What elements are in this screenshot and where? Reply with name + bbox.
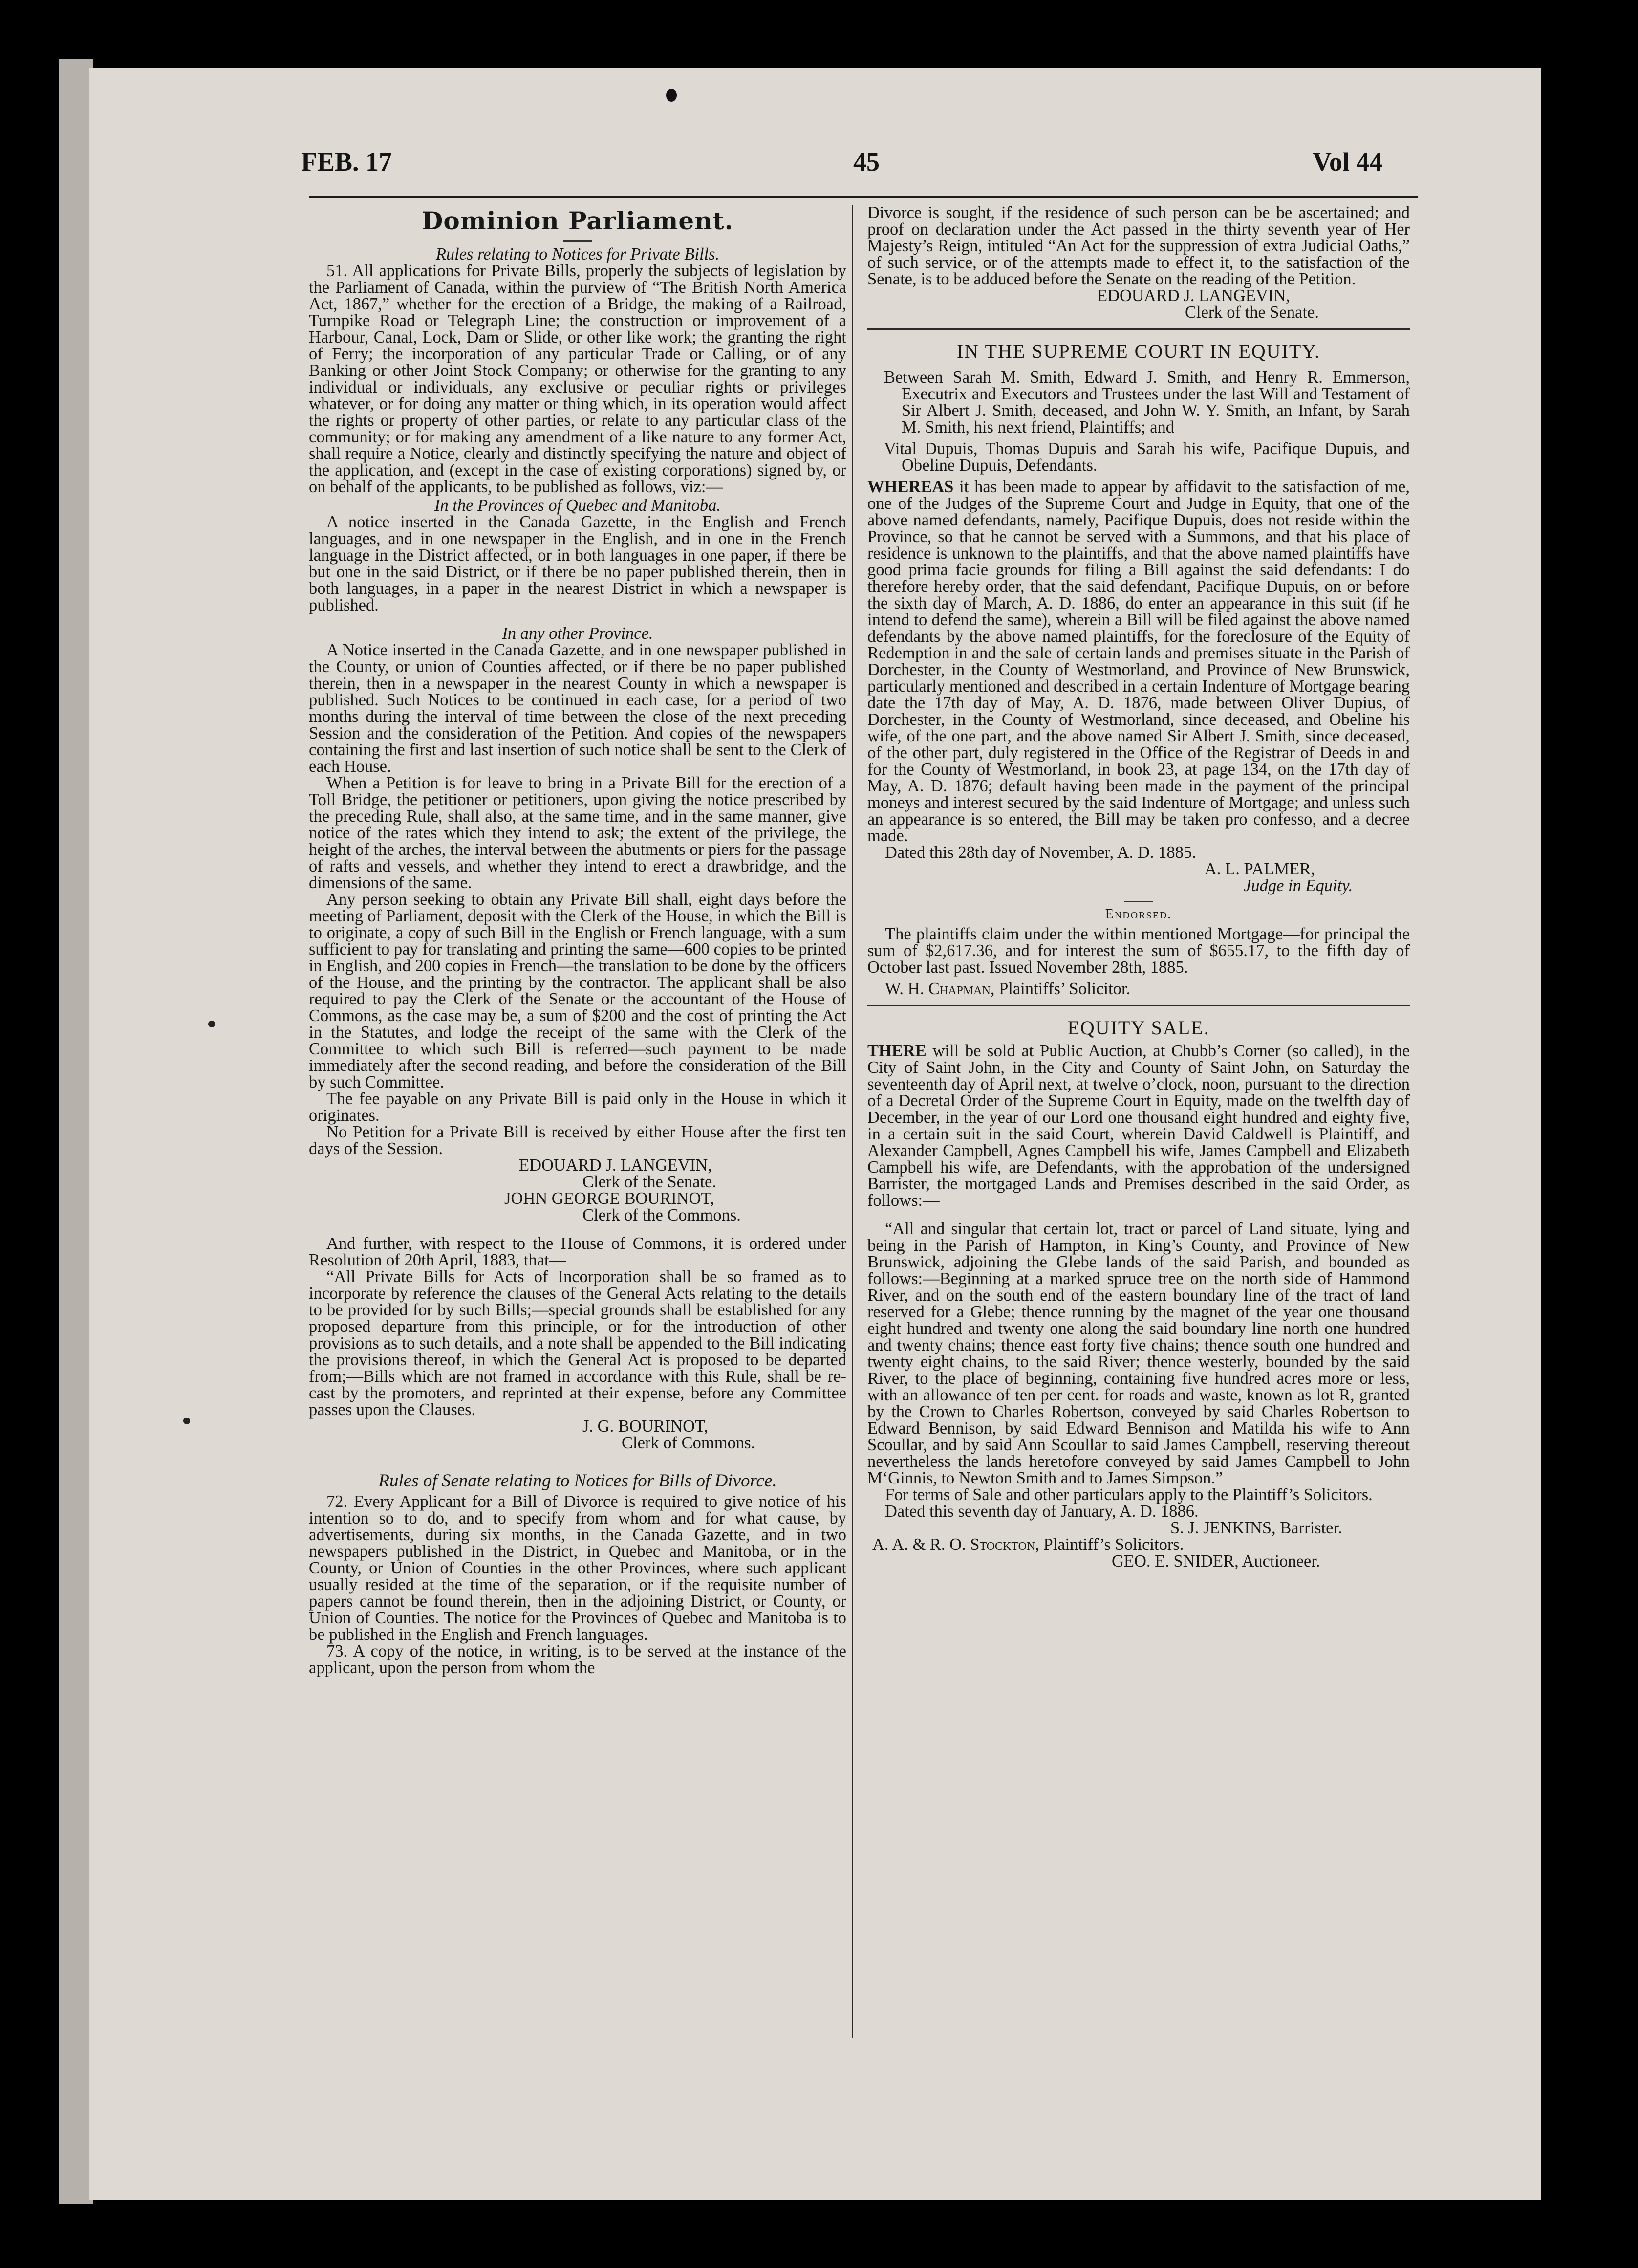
rule-51-text: 51. All applications for Private Bills, properly the subjects of legislation by the Parliament of Canada, within the purview of “The British North America Act, 1867,” whether for the erection of a Bridge, the making of a Railroad, Turnpike Road or Telegraph Line; the construction or improvement of a Harbour, Canal, Lock, Dam or Slide, or other like work; the granting the right of Ferry; the incorporation of any particular Trade or Calling, or of any Banking or other Joint Stock Company; or otherwise for the granting to any individual or individuals, any exclusive or peculiar rights or privileges whatever, or for doing any matter or thing which, in its operation would affect the rights or property of other parties, or relate to any particular class of the community; or for making any amendment of a like nature to any former Act, shall require a Notice, clearly and distinctly specifying the nature and object of the application, and (except in the case of existing corporations) signed by, or on behalf of the applicants, to be published as follows, viz:—	[309, 262, 846, 496]
solicitor-name: W. H. Chapman,	[885, 980, 995, 998]
title-rule	[563, 240, 592, 242]
other-province-text: A Notice inserted in the Canada Gazette, and in one newspaper published in the County, or union of Counties affected, or if there be no paper published therein, then in a newspaper in the nearest County in which a newspaper is published. Such Notices to be continued in each case, for a period of two months during the interval of time between the close of the next preceding Session and the consideration of the Petition. And copies of the newspapers containing the first and last insertion of such notice shall be sent to the Clerk of each House.	[309, 641, 846, 776]
court-order-paragraph	[867, 479, 1410, 844]
fee-text: The fee payable on any Private Bill is paid only in the House in which it originates.	[309, 1090, 846, 1125]
toll-bridge-text: When a Petition is for leave to bring in a Private Bill for the erection of a Toll Bridge, the petitioner or petitioners, upon giving the notice prescribed by the preceding Rule, shall also, at the same time, and in the same manner, give notice of the rates which they intend to ask; the extent of the privilege, the height of the arches, the interval between the abutments or piers for the passage of rafts and vessels, and whether they intend to erect a drawbridge, and the dimensions of the same.	[309, 774, 846, 892]
terms-text: For terms of Sale and other particulars apply to the Plaintiff’s Solicitors.	[885, 1485, 1373, 1504]
divorce-continued-text: Divorce is sought, if the residence of such person can be be ascertained; and proof on declaration under the Act passed in the thirty seventh year of Her Majesty’s Reign, intituled “An Act for the suppression of extra Judicial Oaths,” of such service, or of the attempts made to effect it, to the satisfaction of the Senate, is to be adduced before the Senate on the reading of the Petition.	[867, 204, 1410, 288]
solicitors-name: A. A. & R. O. Stockton,	[872, 1535, 1039, 1554]
auctioneer-signature: GEO. E. SNIDER, Auctioneer.	[1112, 1552, 1320, 1570]
small-rule	[1124, 901, 1153, 902]
section-heading: Rules of Senate relating to Notices for Bills of Divorce.	[378, 1471, 777, 1491]
barrister-signature: S. J. JENKINS, Barrister.	[1170, 1519, 1342, 1537]
deposit-text: Any person seeking to obtain any Private Bill shall, eight days before the meeting of Parliament, deposit with the Clerk of the House, in which the Bill is to originate, a copy of such Bill in the English or French language, with a sum sufficient to pay for translating and printing the same—600 copies to be printed in English, and 200 copies in French—the translation to be done by the officers of the House, and the printing by the contractor. The applicant shall be also required to pay the Clerk of the Senate or the accountant of the House of Commons, as the case may be, a sum of $200 and the cost of printing the Act in the Statutes, and lodge the receipt of the same with the Clerk of the Committee to which such Bill is referred—such payment to be made immediately after the second reading, and before the consideration of the Bill by such Committee.	[309, 890, 846, 1091]
rule-72-text: 72. Every Applicant for a Bill of Divorce is required to give notice of his intention so to do, and to specify from whom and for what cause, by advertisements, during six months, in the Canada Gazette, and in two newspapers published in the District, in Quebec and Manitoba, or in the County, or Union of Counties in the other Provinces, where such applicant usually resided at the time of the separation, or if the requisite number of papers cannot be found therein, then in the adjoining District, or County, or Union of Counties. The notice for the Provinces of Quebec and Manitoba is to be published in the English and French languages.	[309, 1492, 846, 1644]
signature-name: JOHN GEORGE BOURINOT,	[504, 1189, 714, 1208]
lot-description-text: “All and singular that certain lot, tract or parcel of Land situate, lying and being in the Parish of Hampton, in King’s County, and Province of New Brunswick, adjoining the Glebe lands of the said Parish, and bounded as follows:—Beginning at a marked spruce tree on the north side of Hammond River, and on the south end of the eastern boundary line of the tract of land reserved for a Glebe; thence running by the magnet of the year one thousand eight hundred and twenty one along the said boundary line north one hundred and twenty chains; thence east forty five chains; thence south one hundred and twenty eight chains, to the said River; thence westerly, bounded by the said River, to the place of beginning, containing five hundred acres more or less, with an allowance of ten per cent. for roads and waste, known as lot R, granted by the Crown to Charles Robertson, conveyed by said Charles Robertson to Edward Bennison, by said Edward Bennison and Matilda his wife to Ann Scoullar, and by said Ann Scoullar to said James Campbell, reserving thereout nevertheless the lands heretofore conveyed by said James Campbell to John M‘Ginnis, to Newton Smith and to James Simpson.”	[867, 1220, 1410, 1487]
signature-name: J. G. BOURINOT,	[582, 1417, 709, 1436]
page-number: 45	[853, 147, 880, 176]
ink-spot	[208, 1021, 215, 1027]
section-rule	[867, 328, 1410, 330]
binding-hole	[666, 89, 677, 102]
subsection-heading: In any other Province.	[502, 624, 653, 643]
column-divider	[852, 205, 853, 2038]
mortgage-claim-text: The plaintiffs claim under the within mentioned Mortgage—for principal the sum of $2,617.36, and for interest the sum of $655.17, to the fifth day of October last past. Issued November 28th, 1885.	[867, 925, 1410, 977]
signature-title: Clerk of Commons.	[622, 1434, 755, 1452]
court-order-text: it has been made to appear by affidavit to the satisfaction of me, one of the Judges of the Supreme Court and Judge in Equity, that one of the above named defendants, namely, Pacifique Dupuis, does not reside within the Province, so that he cannot be served with a Summons, and that his place of residence is unknown to the plaintiffs, and that the above named plaintiffs have good prima facie grounds for filing a Bill against the said defendants: I do therefore hereby order, that the said defendant, Pacifique Dupuis, on or before the sixth day of March, A. D. 1886, do enter an appearance in this suit (if he intend to defend the same), wherein a Bill will be filed against the above named defendants by the above named plaintiffs, for the foreclosure of the Equity of Redemption in and the sale of certain lands and premises situate in the Parish of Dorchester, in the County of Westmorland, and Province of New Brunswick, particularly mentioned and described in a certain Indenture of Mortgage bearing date the 17th day of May, A. D. 1876, made between Oliver Dupius, of Dorchester, in the County of Westmorland, since deceased, and Obeline his wife, of the one part, and the above named Sir Albert J. Smith, since deceased, of the other part, duly registered in the Office of the Registrar of Deeds in and for the County of Westmorland, in book 23, at page 134, on the 17th day of May, A. D. 1876; default having been made in the payment of the principal moneys and interest secured by the said Indenture of Mortgage; and unless such an appearance is so entered, the Bill may be taken pro confesso, and a decree made.	[867, 478, 1410, 845]
volume-label: Vol 44	[1313, 147, 1383, 176]
page-header	[237, 147, 1401, 191]
signature-name: EDOUARD J. LANGEVIN,	[1097, 286, 1290, 305]
left-column	[309, 204, 846, 2042]
sale-date-text: Dated this seventh day of January, A. D. 1886.	[885, 1502, 1199, 1521]
no-petition-text: No Petition for a Private Bill is received by either House after the first ten days of the Session.	[309, 1123, 846, 1158]
signature-name: EDOUARD J. LANGEVIN,	[519, 1156, 712, 1175]
quebec-notice-text: A notice inserted in the Canada Gazette, in the English and French languages, and in one newspaper in the English, and in one in the French language in the District affected, or in both languages in one paper, if there be but one in the said District, or if there be no paper published therein, then in both languages, in a paper in the nearest District in which a newspaper is published.	[309, 513, 846, 614]
signature-title: Clerk of the Senate.	[1185, 303, 1319, 322]
endorsed-label: Endorsed.	[1105, 907, 1172, 922]
plaintiffs-text: Between Sarah M. Smith, Edward J. Smith, and Henry R. Emmerson, Executrix and Executors and Trustees under the last Will and Testament of Sir Albert J. Smith, deceased, and John W. Y. Smith, an Infant, by Sarah M. Smith, his next friend, Plaintiffs; and	[884, 368, 1410, 436]
commons-rule-quote: “All Private Bills for Acts of Incorporation shall be so framed as to incorporate by reference the clauses of the General Acts relating to the details to be provided for by such Bills;—special grounds shall be established for any proposed departure from this principle, or for the introduction of other provisions as to such details, and a note shall be appended to the Bill indicating the provisions thereof, in which the General Act is proposed to be departed from;—Bills which are not framed in accordance with this Rule, shall be re-cast by the promoters, and reprinted at their expense, before any Committee passes upon the Clauses.	[309, 1267, 846, 1419]
judge-name: A. L. PALMER,	[1205, 860, 1315, 878]
subsection-heading: In the Provinces of Quebec and Manitoba.	[434, 496, 721, 515]
masthead-title: Dominion Parliament.	[421, 206, 734, 235]
there-word: THERE	[867, 1042, 927, 1060]
whereas-word: WHEREAS	[867, 478, 954, 496]
solicitors-title: Plaintiff’s Solicitors.	[1039, 1535, 1184, 1554]
solicitor-title: Plaintiffs’ Solicitor.	[994, 980, 1131, 998]
right-column	[867, 204, 1410, 2042]
section-rule	[867, 1005, 1410, 1006]
header-rule	[309, 196, 1418, 198]
sale-text: will be sold at Public Auction, at Chubb’s Corner (so called), in the City of Saint John, in the City and County of Saint John, on Saturday the seventeenth day of April next, at twelve o’clock, noon, pursuant to the direction of a Decretal Order of the Supreme Court in Equity, made on the twelfth day of December, in the year of our Lord one thousand eight hundred and eighty five, in a certain suit in the said Court, wherein David Caldwell is Plaintiff, and Alexander Campbell, Agnes Campbell his wife, James Campbell and Elizabeth Campbell his wife, are Defendants, with the approbation of the undersigned Barrister, the mortgaged Lands and Premises described in the said Order, as follows:—	[867, 1042, 1410, 1210]
sale-heading: EQUITY SALE.	[1067, 1017, 1210, 1039]
ink-spot	[183, 1418, 190, 1424]
page-edge-shadow	[59, 59, 93, 2204]
court-order-date: Dated this 28th day of November, A. D. 1885.	[885, 843, 1196, 862]
signature-title: Clerk of the Commons.	[582, 1206, 741, 1224]
rule-73-text: 73. A copy of the notice, in writing, is to be served at the instance of the applicant, upon the person from whom the	[309, 1642, 846, 1677]
section-heading: Rules relating to Notices for Private Bills.	[435, 245, 720, 263]
issue-date: FEB. 17	[301, 147, 392, 176]
solicitors-line	[867, 1536, 1410, 1553]
court-heading: IN THE SUPREME COURT IN EQUITY.	[956, 340, 1321, 362]
solicitor-line	[867, 981, 1410, 997]
judge-title: Judge in Equity.	[1244, 876, 1353, 895]
defendants-text: Vital Dupuis, Thomas Dupuis and Sarah his wife, Pacifique Dupuis, and Obeline Dupuis, Defendants.	[884, 439, 1410, 475]
commons-intro-text: And further, with respect to the House of Commons, it is ordered under Resolution of 20th April, 1883, that—	[309, 1234, 846, 1269]
sale-paragraph	[867, 1043, 1410, 1209]
signature-title: Clerk of the Senate.	[582, 1173, 716, 1191]
